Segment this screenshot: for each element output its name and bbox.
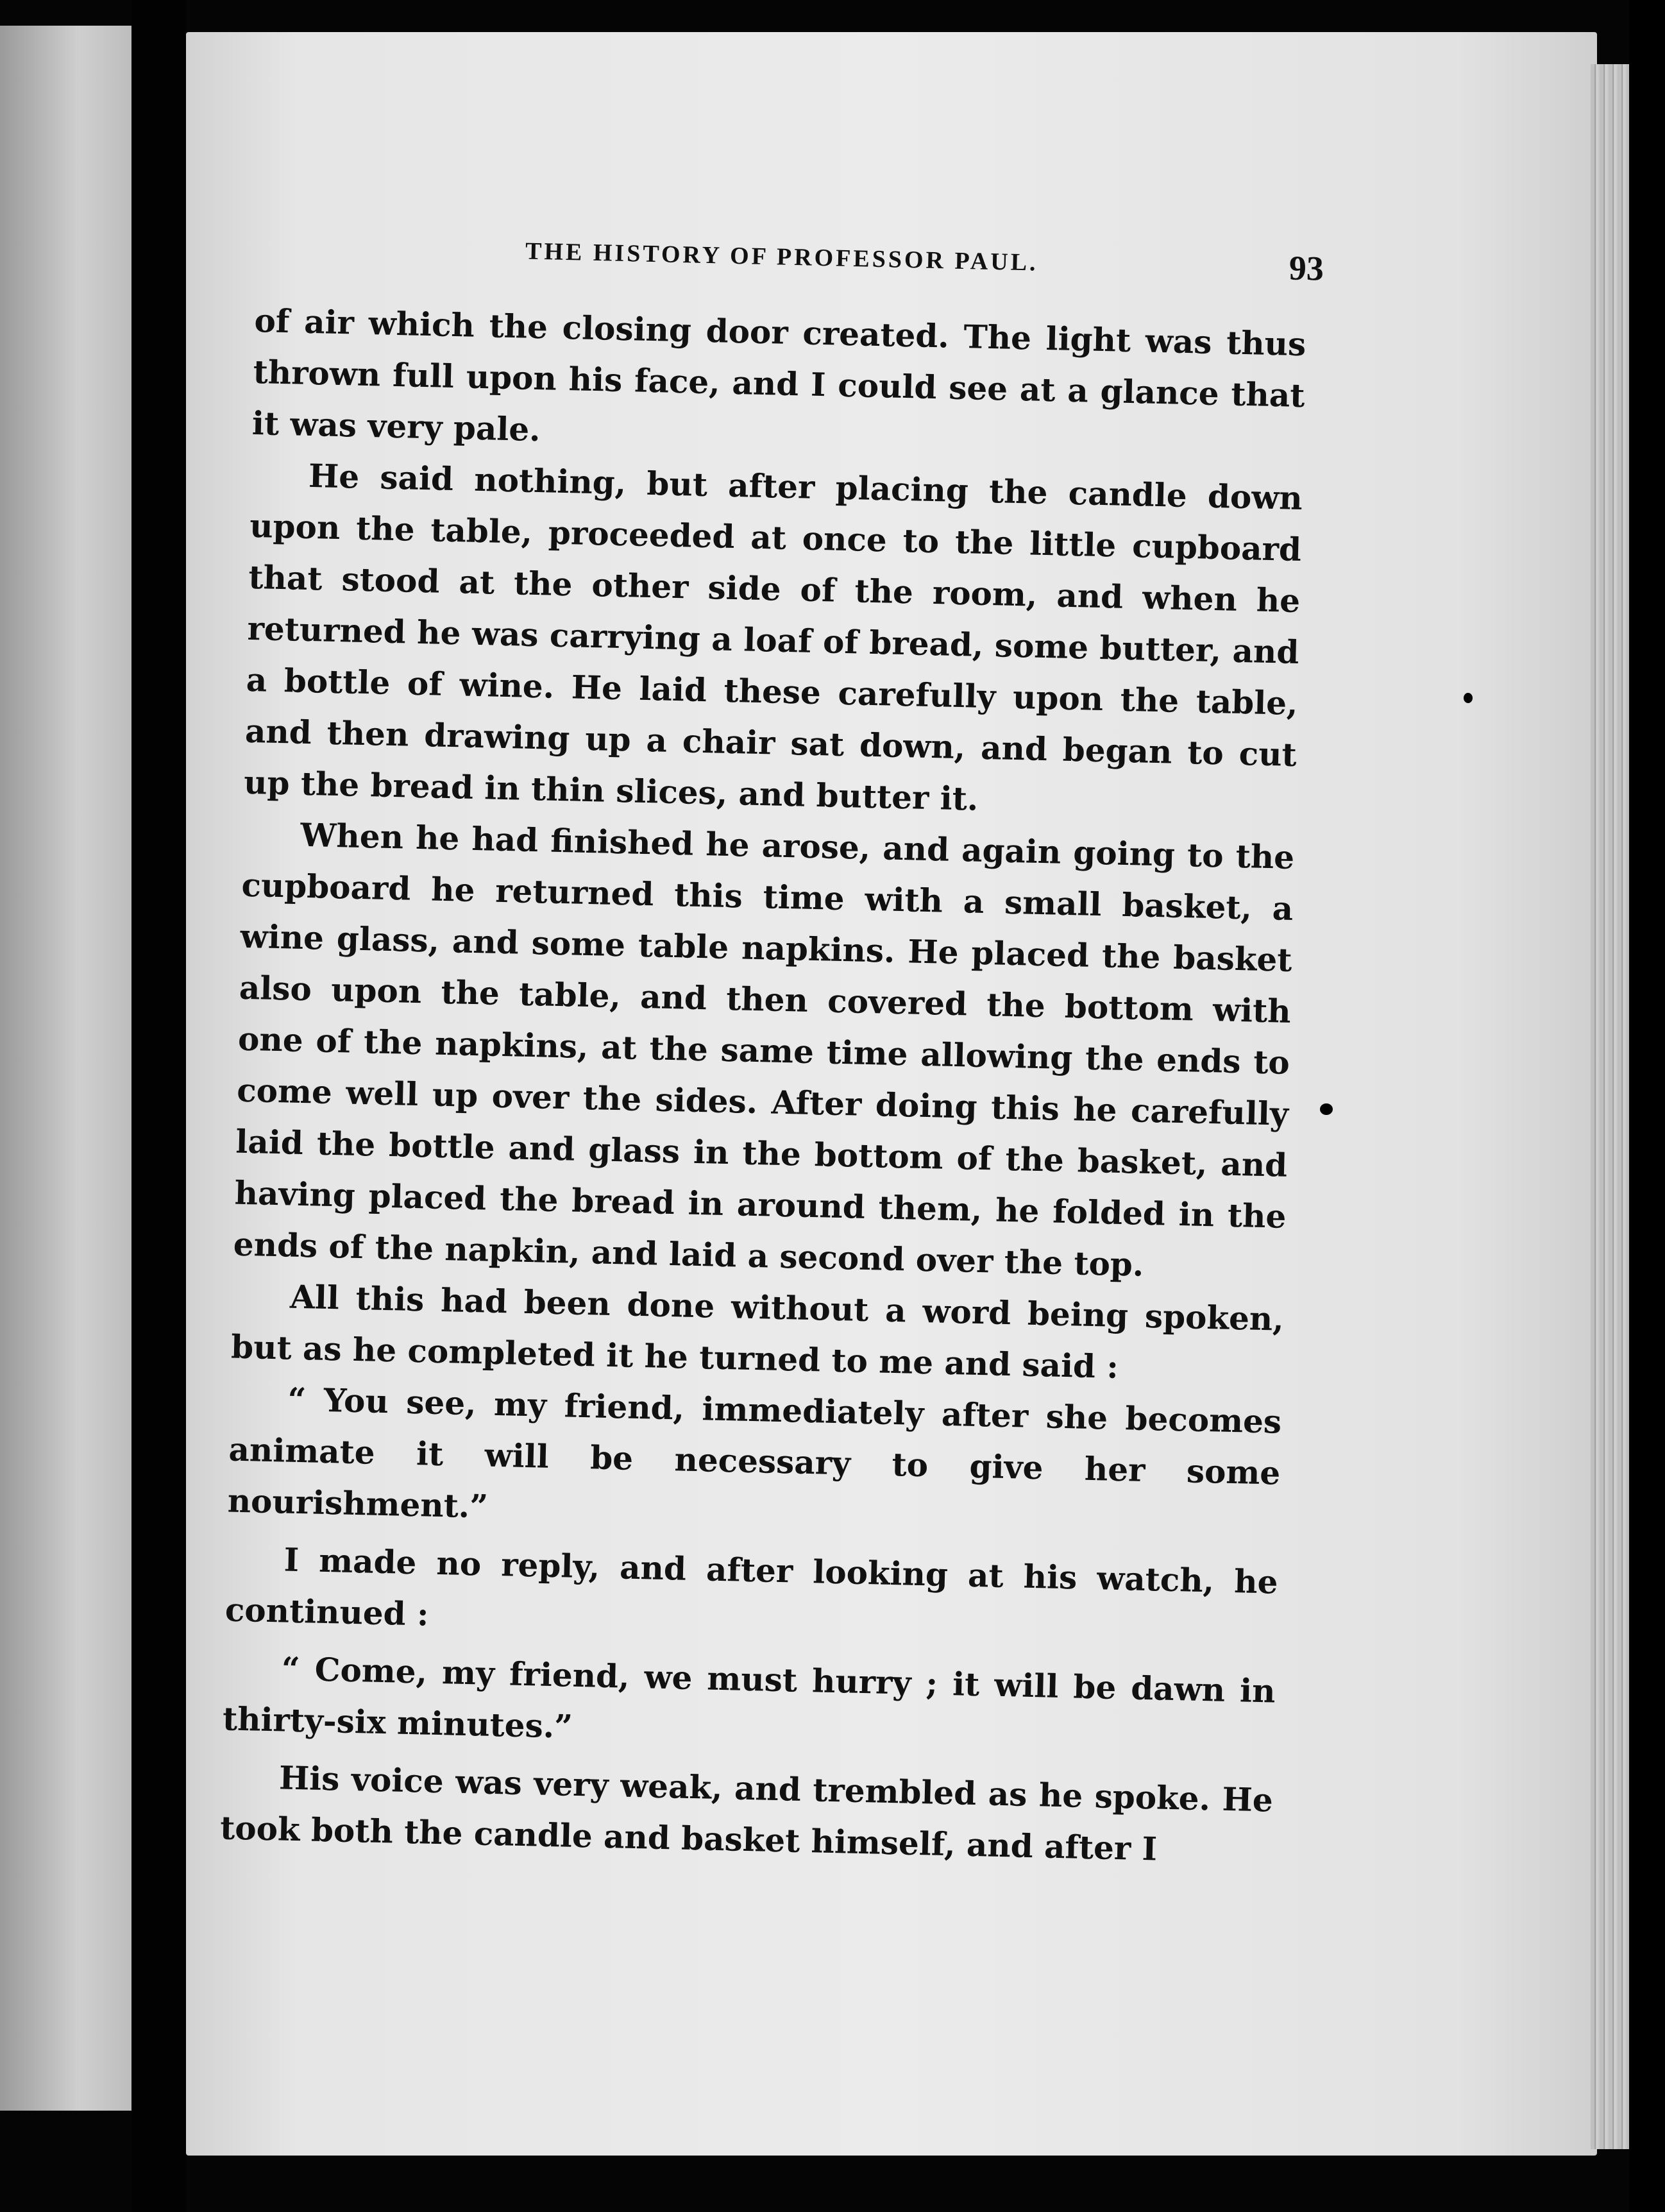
- ink-speck: [1464, 693, 1473, 703]
- body-paragraph: I made no reply, and after looking at his watch, he continued :: [224, 1540, 1279, 1633]
- page-text-block: [219, 225, 1324, 1878]
- page-stack-edges: [1591, 64, 1629, 2149]
- book-gutter: [131, 0, 186, 2212]
- ink-speck: [1637, 449, 1642, 455]
- body-paragraph: “ Come, my friend, we must hurry ; it will be dawn in thirty-six minutes.”: [222, 1649, 1276, 1746]
- left-page-edge: [0, 26, 131, 2111]
- body-paragraph: All this had been done without a word being spoken, but as he completed it he turned to me and said :: [230, 1277, 1285, 1386]
- body-paragraph: of air which the closing door created. The light was thus thrown full upon his face, and I could see at a glance that it was very pale.: [251, 301, 1306, 449]
- right-margin-shadow: [1629, 0, 1665, 2212]
- running-head-title: THE HISTORY OF PROFESSOR PAUL.: [525, 237, 1039, 276]
- ink-speck: [1320, 1103, 1333, 1115]
- page-number: 93: [1289, 248, 1324, 288]
- body-paragraph: He said nothing, but after placing the candle down upon the table, proceeded at once to the little cupboard that stood at the other side of the room, and when he returned he was carrying a loaf of bread, some butter, and a bottle of wine. He laid these carefully upon the table, and then drawing up a chair sat down, and began to cut up the bread in thin slices, and butter it.: [243, 456, 1303, 818]
- body-paragraph: His voice was very weak, and trembled as he spoke. He took both the candle and basket himself, and after I: [219, 1758, 1274, 1868]
- body-paragraph: “ You see, my friend, immediately after she becomes animate it will be necessary to give her some nourishment.”: [227, 1380, 1282, 1526]
- body-paragraph: When he had finished he arose, and again going to the cupboard he returned this time with a small basket, a wine glass, and some table napkins. He placed the basket also upon the table, and then covered the bottom with one of the napkins, at the same time allowing the ends to come well up over the sides. After doing this he carefully laid the bottle and glass in the bottom of the basket, and having placed the bread in around them, he folded in the ends of the napkin, and laid a second over the top.: [233, 815, 1295, 1284]
